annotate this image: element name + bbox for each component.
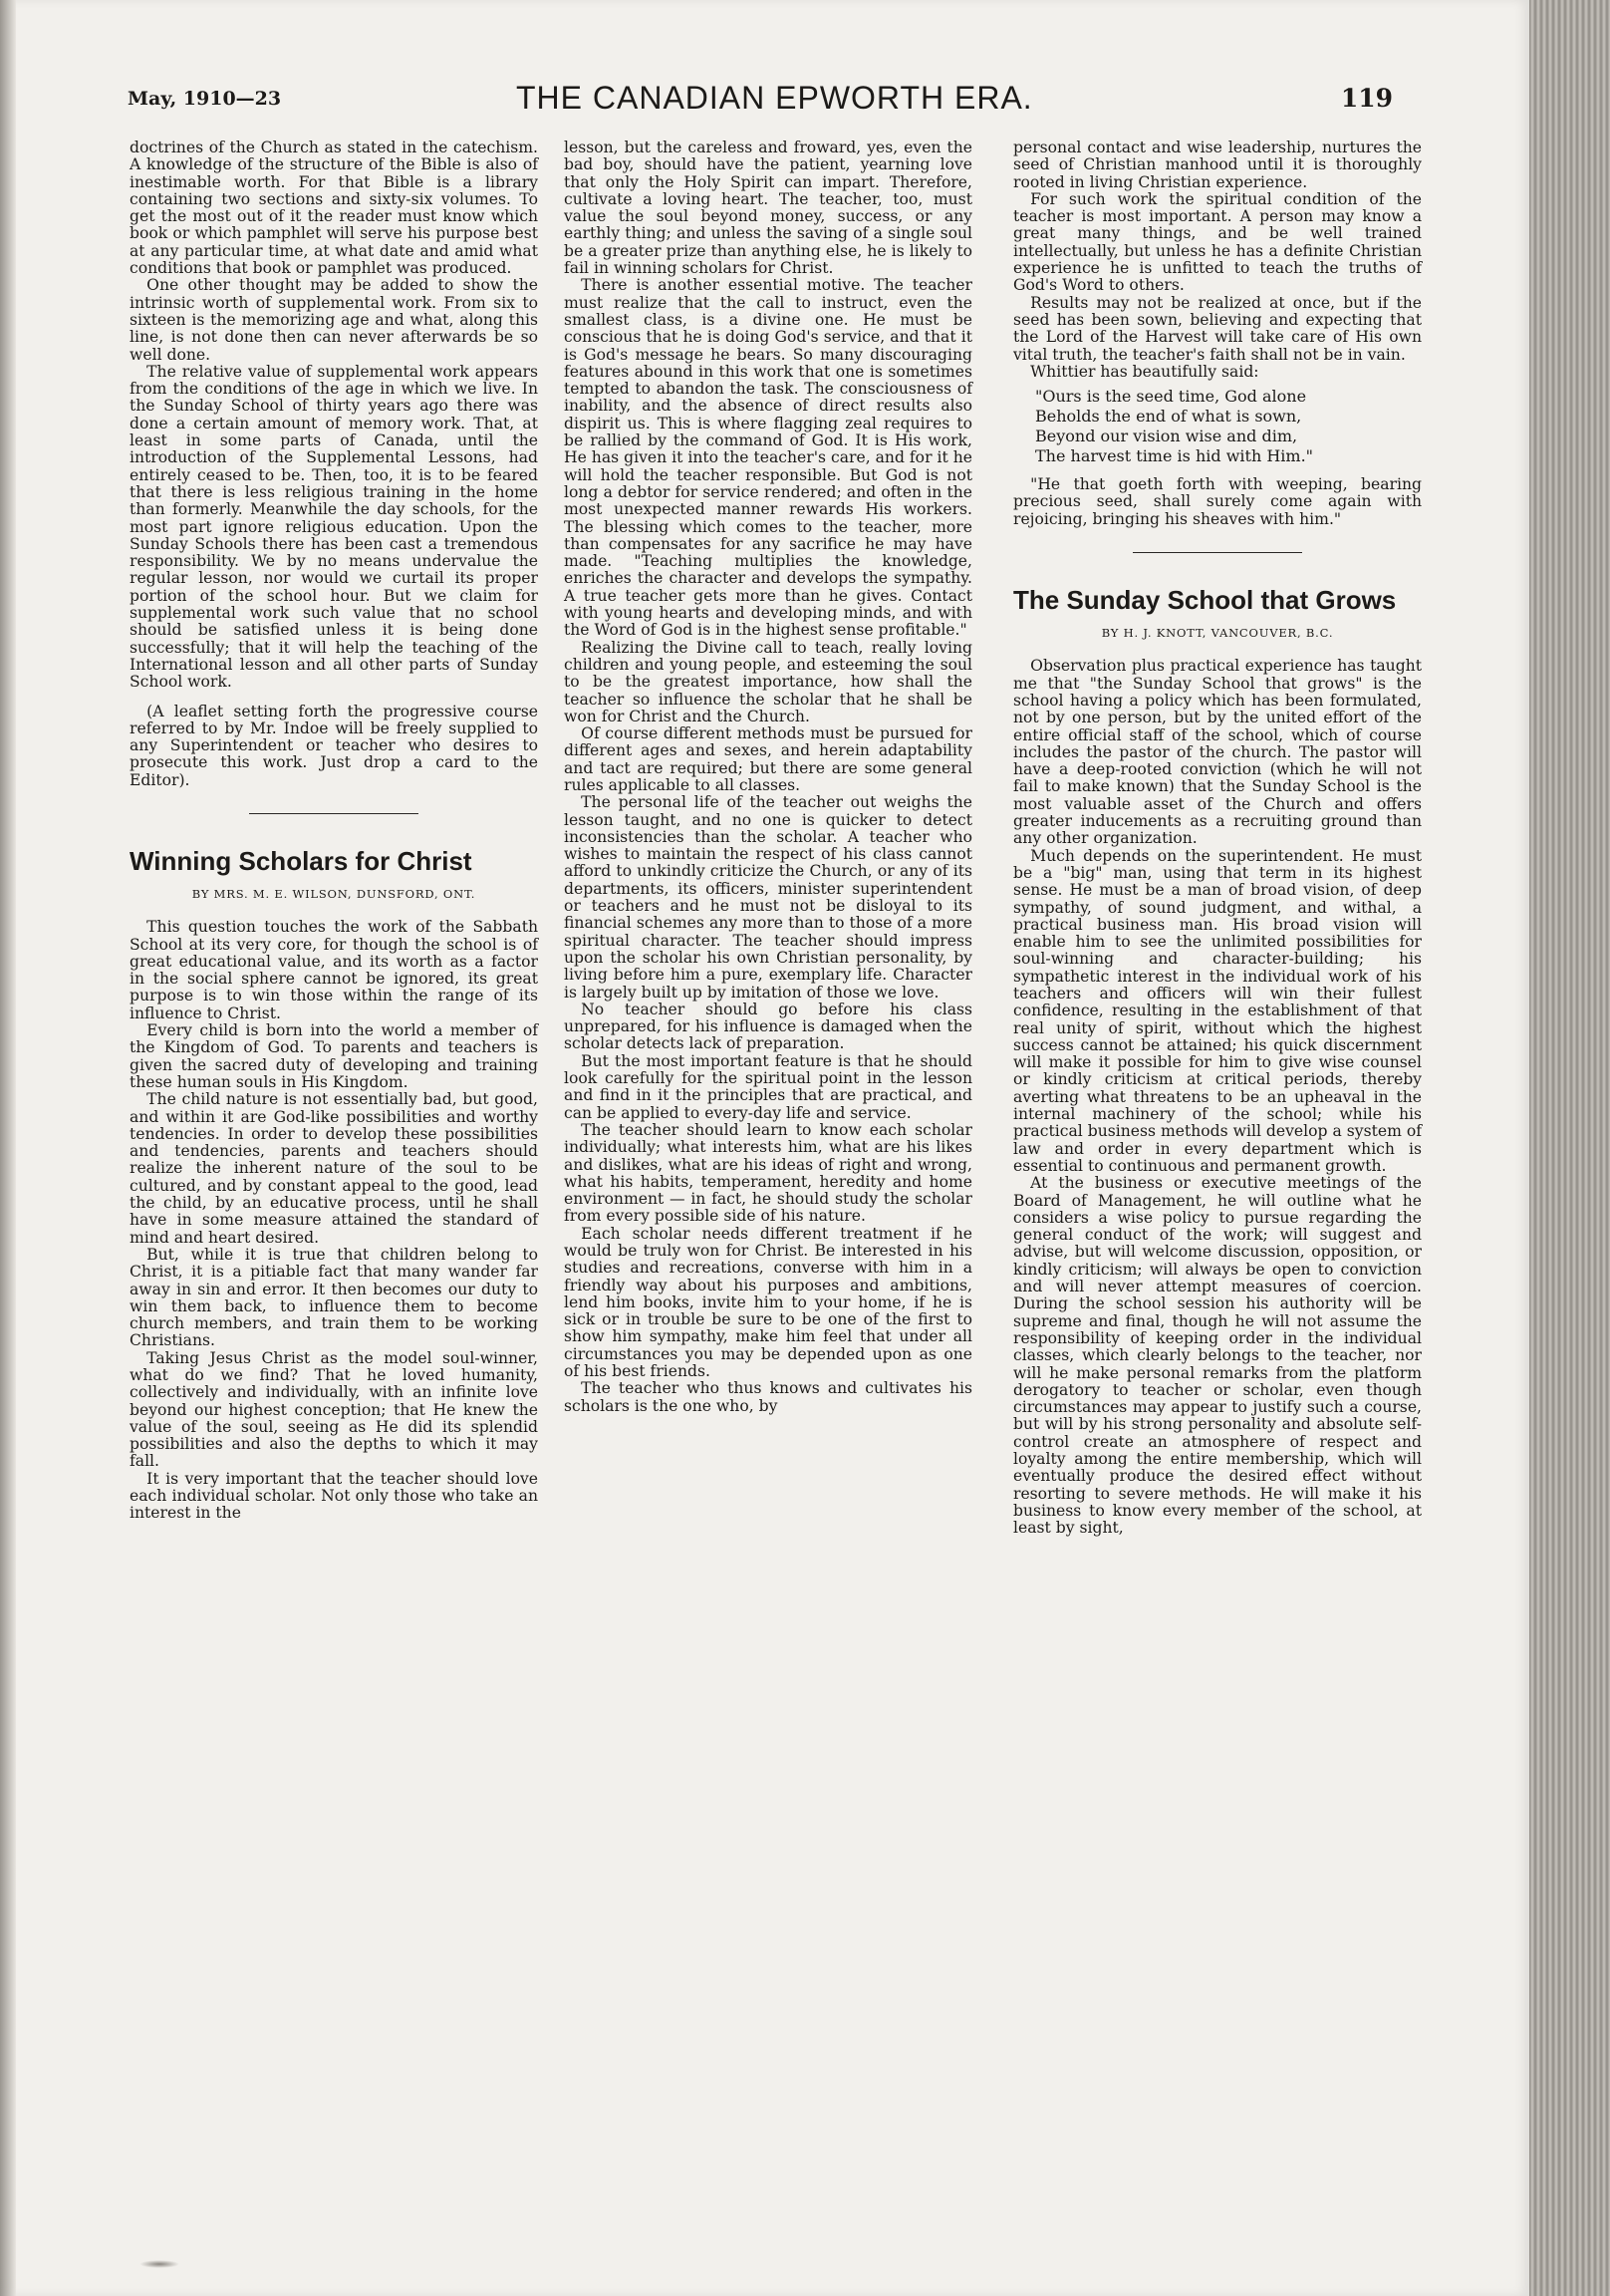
editor-note: (A leaflet setting forth the progressive course referred to by Mr. Indoe will be freely supplied to any Superintendent or teacher who desires to prosecute this work. Just drop a card to the Editor). [130, 702, 538, 789]
paragraph: The child nature is not essentially bad, but good, and within it are God-like possibilities and worthy tendencies. In order to develop these possibilities and tendencies, parents and teachers should realize the inherent nature of the soul to be cultured, and by constant appeal to the good, lead the child, by an educative process, until he shall have in some measure attained the standard of mind and heart desired. [130, 1090, 538, 1247]
paragraph: The teacher who thus knows and cultivates his scholars is the one who, by [564, 1379, 972, 1415]
poem-line: Beholds the end of what is sown, [1035, 407, 1302, 427]
paragraph: For such work the spiritual condition of the teacher is most important. A person may know a great many things, and be well trained intellectually, but unless he has a definite Christian experience he is unfitted to teach the truths of God's Word to others. [1013, 189, 1422, 295]
paragraph: But, while it is true that children belong to Christ, it is a pitiable fact that many wander far away in sin and error. It then becomes our duty to win them back, to influence them to become church members, and train them to be working Christians. [130, 1245, 538, 1350]
paragraph: No teacher should go before his class unprepared, for his influence is damaged when the scholar detects lack of preparation. [564, 1000, 972, 1053]
column-middle [564, 140, 972, 1415]
paragraph: There is another essential motive. The teacher must realize that the call to instruct, even the smallest class, is a divine one. He must be conscious that he is doing God's service, and that it is God's message he bears. So many discouraging features abound in this work that one is sometimes tempted to abandon the task. The consciousness of inability, and the absence of direct results also dispirit us. This is where flagging zeal requires to be rallied by the command of God. It is His work, He has given it into the teacher's care, and for it he will hold the teacher responsible. But God is not long a debtor for service rendered; and often in the most unexpected manner rewards His workers. The blessing which comes to the teacher, more than compensates for any sacrifice he may have made. "Teaching multiplies the knowledge, enriches the character and develops the sympathy. A true teacher gets more than he gives. Contact with young hearts and developing minds, and with the Word of God is in the highest sense profitable." [564, 276, 972, 640]
page-number: 119 [1340, 84, 1393, 113]
paragraph: One other thought may be added to show the intrinsic worth of supplemental work. From six to sixteen is the memorizing age and what, along this line, is not done then can never afterwards be so well done. [130, 276, 538, 364]
paragraph: Taking Jesus Christ as the model soul-winner, what do we find? That he loved humanity, collectively and individually, with an infinite love beyond our highest conception; that He knew the value of the soul, seeing as He did its splendid possibilities and also the depths to which it may fall. [130, 1348, 538, 1471]
paragraph: At the business or executive meetings of the Board of Management, he will outline what he considers a wise policy to pursue regarding the general conduct of the work; will suggest and advise, but will welcome discussion, opposition, or kindly criticism; will always be open to conviction and will never attempt measures of coercion. During the school session his authority will be supreme and final, though he will not assume the responsibility of keeping order in the individual classes, which clearly belongs to the teacher, nor will he make personal remarks from the platform derogatory to teacher or scholar, even though circumstances may appear to justify such a course, but will by his strong personality and absolute self-control create an atmosphere of respect and loyalty among the entire membership, which will eventually produce the desired effect without resorting to severe methods. He will make it his business to know every member of the school, at least by sight, [1013, 1174, 1422, 1538]
publication-title: THE CANADIAN EPWORTH ERA. [516, 80, 1033, 116]
paragraph: Much depends on the superintendent. He must be a "big" man, using that term in its highest sense. He must be a man of broad vision, of deep sympathy, of sound judgment, and withal, a practical business man. His broad vision will enable him to see the unlimited possibilities for soul-winning and character-building; his sympathetic interest in the individual work of his teachers and officers will win their fullest confidence, resulting in the establishment of that real unity of spirit, without which the highest success cannot be attained; his quick discernment will make it possible for him to give wise counsel or kindly criticism at critical periods, thereby averting what threatens to be an upheaval in the internal machinery of the school; while his practical business methods will develop a system of law and order in every department which is essential to continuous and permanent growth. [1013, 846, 1422, 1175]
article-title: The Sunday School that Grows [1013, 585, 1397, 616]
paragraph: lesson, but the careless and froward, yes, even the bad boy, should have the patient, yearning love that only the Holy Spirit can impart. Therefore, cultivate a loving heart. The teacher, too, must value the soul beyond money, success, or any earthly thing; and unless the saving of a single soul be a greater prize than anything else, he is likely to fail in winning scholars for Christ. [564, 139, 972, 278]
poem-quote [1035, 387, 1422, 466]
column-left [130, 140, 538, 1523]
paragraph: Results may not be realized at once, but if the seed has been sown, believing and expecting that the Lord of the Harvest will take care of His own vital truth, the teacher's faith shall not be in vain. [1013, 293, 1422, 364]
poem-line: Beyond our vision wise and dim, [1035, 427, 1298, 446]
paragraph: The teacher should learn to know each scholar individually; what interests him, what are his likes and dislikes, what are his ideas of right and wrong, what his habits, temperament, heredity and home environment — in fact, he should study the scholar from every possible side of his nature. [564, 1120, 972, 1226]
paragraph: Each scholar needs different treatment if he would be truly won for Christ. Be interested in his studies and recreations, converse with him in a friendly way about his purposes and ambitions, lend him books, invite him to your home, if he is sick or in trouble be sure to be one of the first to show him sympathy, make him feel that under all circumstances you may be depended upon as one of his best friends. [564, 1224, 972, 1381]
section-divider [1133, 552, 1302, 553]
article-title: Winning Scholars for Christ [130, 845, 472, 876]
paragraph: Realizing the Divine call to teach, really loving children and young people, and esteeming the soul to be the greatest importance, how shall the teacher so influence the scholar that he shall be won for Christ and the Church. [564, 638, 972, 725]
paragraph: The relative value of supplemental work appears from the conditions of the age in which we live. In the Sunday School of thirty years ago there was done a certain amount of memory work. That, at least in some parts of Canada, until the introduction of the Supplemental Lessons, had entirely ceased to be. Then, too, it is to be feared that there is less religious training in the home than formerly. Meanwhile the day schools, for the most part ignore religious education. Upon the Sunday Schools there has been cast a tremendous responsibility. We by no means undervalue the regular lesson, nor would we curtail its proper portion of the school hour. But we claim for supplemental work such value that no school should be satisfied unless it is being done successfully; that it will help the teaching of the International lesson and all other parts of Sunday School work. [130, 362, 538, 692]
section-divider [249, 813, 418, 814]
gutter-shadow [0, 0, 16, 2296]
paragraph: The personal life of the teacher out weighs the lesson taught, and no one is quicker to detect inconsistencies than the scholar. A teacher who wishes to maintain the respect of his class cannot afford to unkindly criticize the Church, or any of its departments, its officers, minister superintendent or teachers and he must not be disloyal to its financial schemes any more than to those of a more spiritual character. The teacher should impress upon the scholar his own Christian personality, by living before him a pure, exemplary life. Character is largely built up by imitation of those we love. [564, 793, 972, 1002]
book-page-edges [1529, 0, 1610, 2296]
paragraph: Observation plus practical experience has taught me that "the Sunday School that grows" is the school having a policy which has been formulated, not by one person, but by the united effort of the entire official staff of the school, which of course includes the pastor of the church. The pastor will have a deep-rooted conviction (which he will not fail to make known) that the Sunday School is the most valuable asset of the Church and offers greater inducements as a recruiting ground than any other organization. [1013, 657, 1422, 848]
paragraph: doctrines of the Church as stated in the catechism. A knowledge of the structure of the Bible is also of inestimable worth. For that Bible is a library containing two sections and sixty-six volumes. To get the most out of it the reader must know which book or which pamphlet will serve his purpose best at any particular time, at what date and amid what conditions that book or pamphlet was produced. [130, 139, 538, 278]
article-byline: BY MRS. M. E. WILSON, DUNSFORD, ONT. [191, 886, 476, 901]
paragraph: Whittier has beautifully said: [1030, 362, 1259, 381]
poem-line: "Ours is the seed time, God alone [1035, 387, 1307, 407]
paragraph: personal contact and wise leadership, nurtures the seed of Christian manhood until it is thoroughly rooted in living Christian experience. [1013, 139, 1422, 191]
poem-line: The harvest time is hid with Him." [1035, 446, 1314, 466]
issue-date: May, 1910—23 [128, 88, 282, 110]
page-header [128, 80, 1393, 120]
column-right [1013, 140, 1422, 1537]
paragraph: Every child is born into the world a member of the Kingdom of God. To parents and teachers is given the sacred duty of developing and training these human souls in His Kingdom. [130, 1021, 538, 1091]
paragraph: This question touches the work of the Sabbath School at its very core, for though the school is of great educational value, and its worth as a factor in the social sphere cannot be ignored, its great purpose is to win those within the range of its influence to Christ. [130, 918, 538, 1022]
paragraph: It is very important that the teacher should love each individual scholar. Not only those who take an interest in the [130, 1469, 538, 1523]
paragraph: Of course different methods must be pursued for different ages and sexes, and herein adaptability and tact are required; but there are some general rules applicable to all classes. [564, 724, 972, 794]
paragraph: But the most important feature is that he should look carefully for the spiritual point in the lesson and find in it the principles that are practical, and can be applied to every-day life and service. [564, 1051, 972, 1122]
article-byline: BY H. J. KNOTT, VANCOUVER, B.C. [1101, 626, 1334, 641]
scripture-quote: "He that goeth forth with weeping, bearing precious seed, shall surely come again with rejoicing, bringing his sheaves with him." [1013, 475, 1422, 528]
paper-smudge [139, 2260, 179, 2268]
